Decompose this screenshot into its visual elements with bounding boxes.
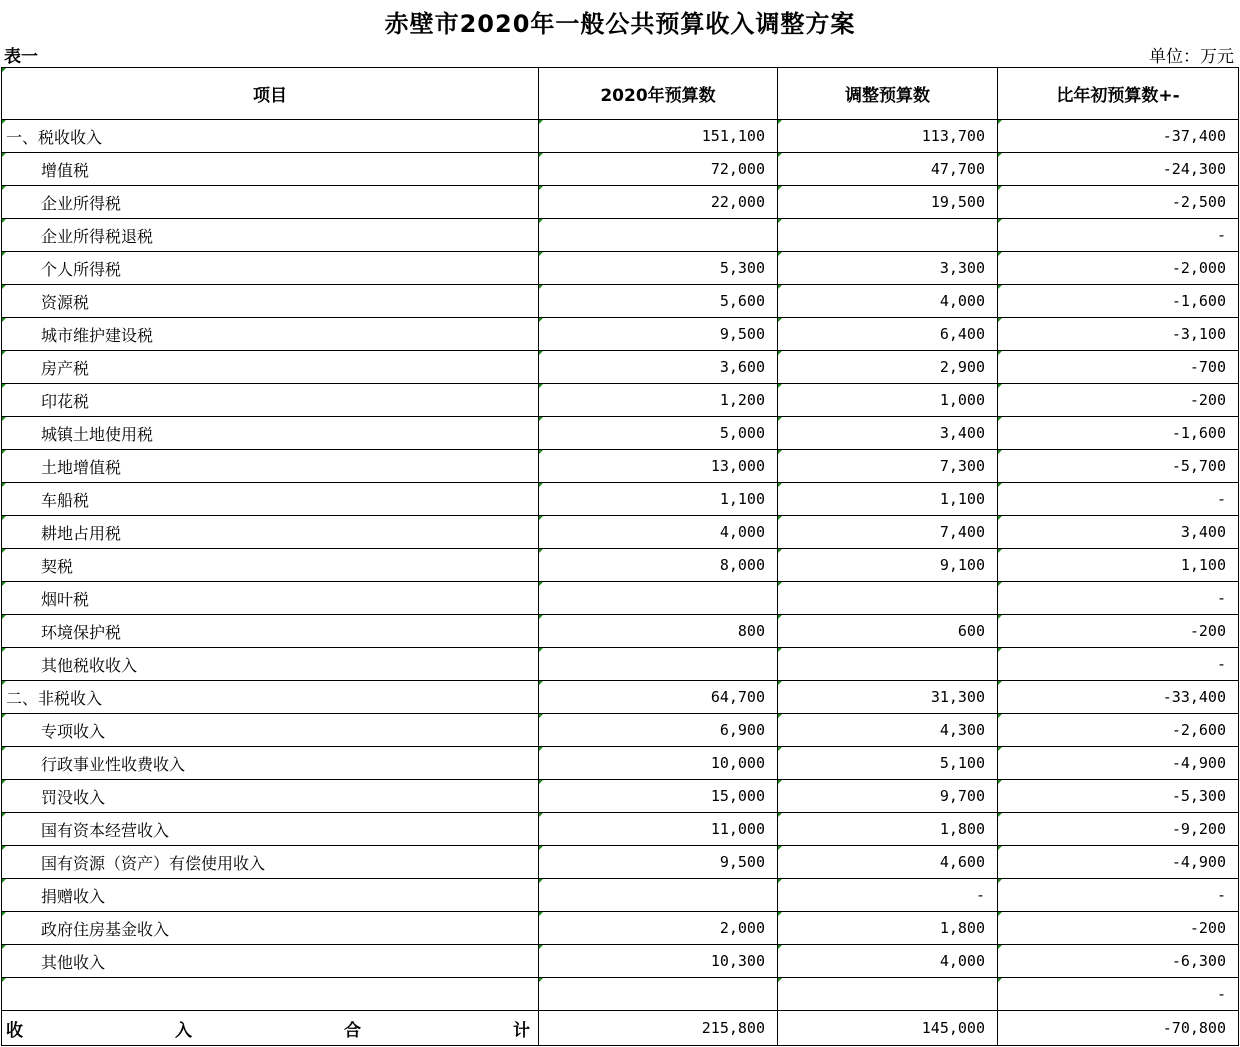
row-budget: 1,200 [539, 384, 778, 417]
row-item: 政府住房基金收入 [2, 912, 539, 945]
table-row [2, 417, 1239, 450]
table-row [2, 483, 1239, 516]
row-diff: -2,500 [998, 186, 1239, 219]
row-budget: 5,300 [539, 252, 778, 285]
row-diff: -9,200 [998, 813, 1239, 846]
table-row [2, 318, 1239, 351]
row-adjusted: 19,500 [778, 186, 998, 219]
total-budget: 215,800 [539, 1011, 778, 1046]
row-item: 行政事业性收费收入 [2, 747, 539, 780]
row-adjusted: 1,800 [778, 912, 998, 945]
table-row [2, 450, 1239, 483]
row-diff: - [998, 648, 1239, 681]
row-item: 城市维护建设税 [2, 318, 539, 351]
row-diff: -37,400 [998, 120, 1239, 153]
row-diff: 3,400 [998, 516, 1239, 549]
row-budget [539, 978, 778, 1011]
row-budget: 800 [539, 615, 778, 648]
table-row [2, 120, 1239, 153]
table-row [2, 714, 1239, 747]
row-budget: 6,900 [539, 714, 778, 747]
table-row [2, 780, 1239, 813]
row-diff: -2,600 [998, 714, 1239, 747]
row-diff: - [998, 582, 1239, 615]
row-budget: 1,100 [539, 483, 778, 516]
header-item: 项目 [2, 68, 539, 120]
table-row [2, 219, 1239, 252]
row-budget: 10,000 [539, 747, 778, 780]
row-adjusted: 31,300 [778, 681, 998, 714]
row-diff: -4,900 [998, 846, 1239, 879]
row-budget: 13,000 [539, 450, 778, 483]
row-diff: -2,000 [998, 252, 1239, 285]
row-budget [539, 879, 778, 912]
table-row [2, 516, 1239, 549]
total-label-char: 合 [344, 1020, 361, 1041]
row-adjusted: 6,400 [778, 318, 998, 351]
total-label [2, 1011, 539, 1046]
row-adjusted: - [778, 879, 998, 912]
row-adjusted [778, 978, 998, 1011]
row-adjusted [778, 648, 998, 681]
total-label-char: 计 [513, 1020, 530, 1041]
row-budget: 72,000 [539, 153, 778, 186]
row-diff: -6,300 [998, 945, 1239, 978]
row-item: 企业所得税 [2, 186, 539, 219]
table-row [2, 285, 1239, 318]
row-adjusted: 7,300 [778, 450, 998, 483]
row-budget: 5,000 [539, 417, 778, 450]
row-adjusted: 3,300 [778, 252, 998, 285]
header-adjusted: 调整预算数 [778, 68, 998, 120]
table-row [2, 153, 1239, 186]
row-adjusted: 5,100 [778, 747, 998, 780]
row-item: 印花税 [2, 384, 539, 417]
row-adjusted: 2,900 [778, 351, 998, 384]
row-diff: -4,900 [998, 747, 1239, 780]
table-row [2, 681, 1239, 714]
total-label-char: 入 [175, 1020, 192, 1041]
row-adjusted: 9,100 [778, 549, 998, 582]
table-body [2, 120, 1239, 1011]
row-budget: 5,600 [539, 285, 778, 318]
row-adjusted: 600 [778, 615, 998, 648]
total-adjusted: 145,000 [778, 1011, 998, 1046]
table-row [2, 186, 1239, 219]
row-budget: 4,000 [539, 516, 778, 549]
row-item: 城镇土地使用税 [2, 417, 539, 450]
row-budget: 64,700 [539, 681, 778, 714]
row-item: 耕地占用税 [2, 516, 539, 549]
row-item: 房产税 [2, 351, 539, 384]
row-diff: - [998, 483, 1239, 516]
table-row [2, 648, 1239, 681]
budget-table [1, 67, 1239, 1046]
row-item [2, 978, 539, 1011]
row-budget: 3,600 [539, 351, 778, 384]
row-diff: - [998, 219, 1239, 252]
row-diff: -700 [998, 351, 1239, 384]
row-adjusted [778, 219, 998, 252]
row-diff: -5,300 [998, 780, 1239, 813]
row-item: 国有资本经营收入 [2, 813, 539, 846]
page-title: 赤壁市2020年一般公共预算收入调整方案 [384, 10, 856, 38]
table-row [2, 252, 1239, 285]
row-item: 车船税 [2, 483, 539, 516]
row-adjusted: 3,400 [778, 417, 998, 450]
row-budget: 9,500 [539, 846, 778, 879]
row-budget: 2,000 [539, 912, 778, 945]
row-item: 其他税收收入 [2, 648, 539, 681]
row-budget: 15,000 [539, 780, 778, 813]
row-item: 资源税 [2, 285, 539, 318]
row-item: 专项收入 [2, 714, 539, 747]
unit-label: 单位：万元 [1149, 47, 1234, 67]
header-diff: 比年初预算数+- [998, 68, 1239, 120]
row-item: 其他收入 [2, 945, 539, 978]
row-adjusted: 4,000 [778, 285, 998, 318]
table-row [2, 813, 1239, 846]
row-diff: 1,100 [998, 549, 1239, 582]
table-row [2, 945, 1239, 978]
row-budget: 8,000 [539, 549, 778, 582]
table-row [2, 351, 1239, 384]
row-item: 国有资源（资产）有偿使用收入 [2, 846, 539, 879]
row-item: 二、非税收入 [2, 681, 539, 714]
row-adjusted [778, 582, 998, 615]
header-budget: 2020年预算数 [539, 68, 778, 120]
row-diff: - [998, 879, 1239, 912]
row-budget [539, 219, 778, 252]
row-diff: -200 [998, 615, 1239, 648]
row-item: 一、税收收入 [2, 120, 539, 153]
row-item: 土地增值税 [2, 450, 539, 483]
row-adjusted: 4,600 [778, 846, 998, 879]
row-diff: -1,600 [998, 285, 1239, 318]
table-row [2, 582, 1239, 615]
table-row [2, 384, 1239, 417]
row-adjusted: 1,000 [778, 384, 998, 417]
row-budget: 11,000 [539, 813, 778, 846]
table-row [2, 846, 1239, 879]
row-diff: -200 [998, 384, 1239, 417]
row-adjusted: 113,700 [778, 120, 998, 153]
row-budget: 22,000 [539, 186, 778, 219]
row-item: 个人所得税 [2, 252, 539, 285]
row-adjusted: 1,100 [778, 483, 998, 516]
row-budget: 9,500 [539, 318, 778, 351]
row-adjusted: 47,700 [778, 153, 998, 186]
row-budget [539, 648, 778, 681]
row-adjusted: 9,700 [778, 780, 998, 813]
table-row [2, 549, 1239, 582]
row-diff: -3,100 [998, 318, 1239, 351]
row-diff: -33,400 [998, 681, 1239, 714]
row-adjusted: 1,800 [778, 813, 998, 846]
row-item: 契税 [2, 549, 539, 582]
row-diff: - [998, 978, 1239, 1011]
row-item: 罚没收入 [2, 780, 539, 813]
row-adjusted: 4,000 [778, 945, 998, 978]
table-row [2, 879, 1239, 912]
row-budget [539, 582, 778, 615]
row-budget: 151,100 [539, 120, 778, 153]
table-row [2, 912, 1239, 945]
row-diff: -5,700 [998, 450, 1239, 483]
row-item: 增值税 [2, 153, 539, 186]
row-item: 烟叶税 [2, 582, 539, 615]
row-adjusted: 7,400 [778, 516, 998, 549]
total-label-char: 收 [6, 1020, 23, 1041]
row-budget: 10,300 [539, 945, 778, 978]
row-diff: -1,600 [998, 417, 1239, 450]
total-row [2, 1011, 1239, 1046]
row-adjusted: 4,300 [778, 714, 998, 747]
total-diff: -70,800 [998, 1011, 1239, 1046]
row-diff: -200 [998, 912, 1239, 945]
table-row [2, 978, 1239, 1011]
row-item: 捐赠收入 [2, 879, 539, 912]
row-diff: -24,300 [998, 153, 1239, 186]
table-header [2, 68, 1239, 120]
row-item: 环境保护税 [2, 615, 539, 648]
table-label: 表一 [4, 47, 38, 67]
row-item: 企业所得税退税 [2, 219, 539, 252]
table-row [2, 615, 1239, 648]
table-row [2, 747, 1239, 780]
